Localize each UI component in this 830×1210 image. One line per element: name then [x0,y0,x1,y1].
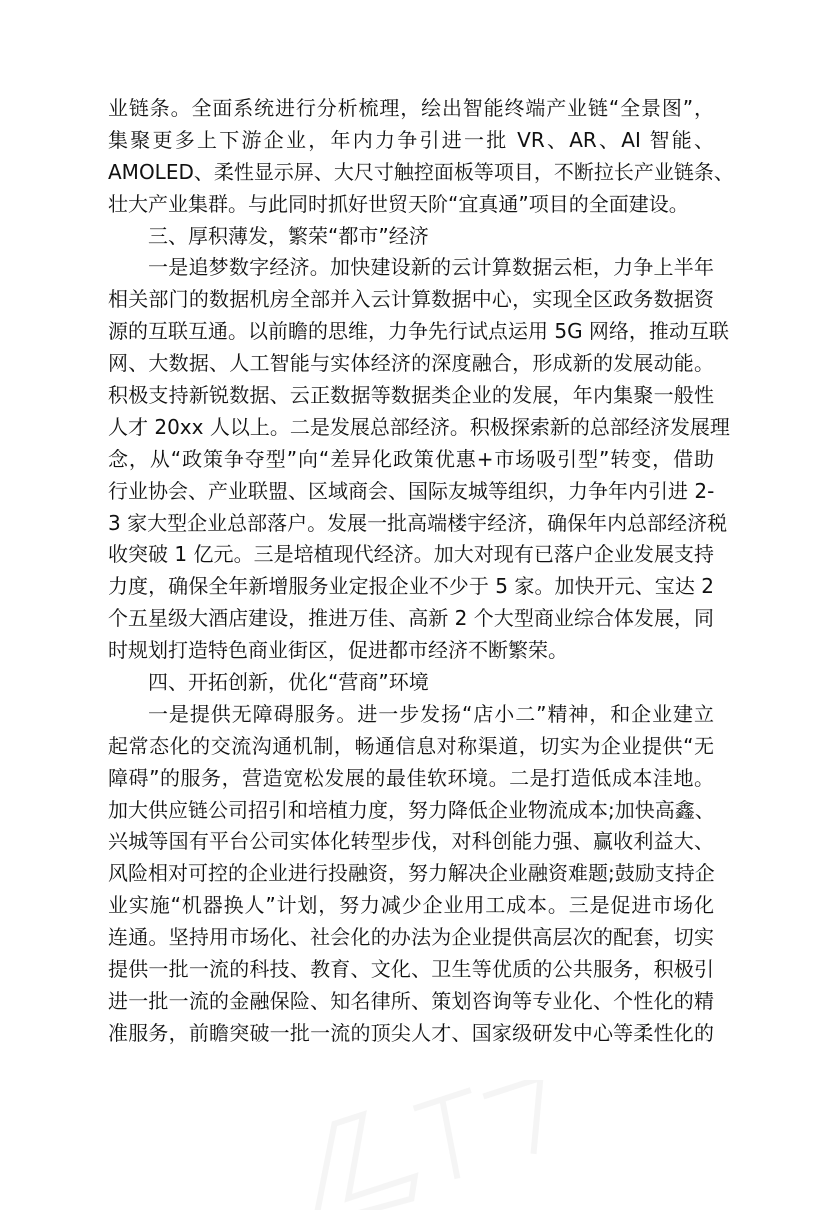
text-line: 行业协会、产业联盟、区域商会、国际友城等组织，力争年内引进 2- [108,478,715,503]
text-line: 加大供应链公司招引和培植力度，努力降低企业物流成本;加快高鑫、 [108,797,715,822]
text-line: 业链条。全面系统进行分析梳理，绘出智能终端产业链“全景图”， [108,96,714,120]
section-heading: 三、厚积薄发，繁荣“都市”经济 [148,223,429,248]
text-line: 连通。坚持用市场化、社会化的办法为企业提供高层次的配套，切实 [108,925,714,950]
text-line: 源的互联互通。以前瞻的思维，力争先行试点运用 5G 网络，推动互联 [108,319,729,344]
watermark-logo [255,1080,575,1210]
text-line: 一是追梦数字经济。加快建设新的云计算数据云柜，力争上半年 [148,255,714,280]
text-line: 兴城等国有平台公司实体化转型步伐，对科创能力强、赢收利益大、 [108,829,714,854]
text-line: 业实施“机器换人”计划，努力减少企业用工成本。三是促进市场化 [108,893,714,918]
text-line: 相关部门的数据机房全部并入云计算数据中心，实现全区政务数据资 [108,287,714,312]
text-line: 积极支持新锐数据、云正数据等数据类企业的发展，年内集聚一般性 [108,383,714,408]
section-heading: 四、开拓创新，优化“营商”环境 [148,670,429,695]
text-line: 力度，确保全年新增服务业定报企业不少于 5 家。加快开元、宝达 2 [108,574,714,599]
text-line: 进一批一流的金融保险、知名律所、策划咨询等专业化、个性化的精 [108,988,714,1013]
text-line: 准服务，前瞻突破一批一流的顶尖人才、国家级研发中心等柔性化的 [108,1020,714,1045]
document-body [108,93,734,1050]
text-line: 风险相对可控的企业进行投融资，努力解决企业融资难题;鼓励支持企 [108,861,715,886]
text-line: 一是提供无障碍服务。进一步发扬“店小二”精神，和企业建立 [148,701,714,726]
text-line: 障碍”的服务，营造宽松发展的最佳软环境。二是打造低成本洼地。 [108,765,714,790]
text-line: 壮大产业集群。与此同时抓好世贸天阶“宜真通”项目的全面建设。 [108,191,689,216]
text-line: AMOLED、柔性显示屏、大尺寸触控面板等项目，不断拉长产业链条、 [108,159,734,184]
text-line: 念，从“政策争夺型”向“差异化政策优惠+市场吸引型”转变，借助 [108,446,714,471]
text-line: 3 家大型企业总部落户。发展一批高端楼宇经济，确保年内总部经济税 [108,510,728,535]
text-line: 提供一批一流的科技、教育、文化、卫生等优质的公共服务，积极引 [108,957,714,982]
text-line: 集聚更多上下游企业，年内力争引进一批 VR、AR、AI 智能、 [108,127,714,152]
text-line: 网、大数据、人工智能与实体经济的深度融合，形成新的发展动能。 [108,351,714,376]
text-line: 起常态化的交流沟通机制，畅通信息对称渠道，切实为企业提供“无 [108,733,714,758]
text-line: 时规划打造特色商业街区，促进都市经济不断繁荣。 [108,638,568,663]
text-line: 人才 20xx 人以上。二是发展总部经济。积极探索新的总部经济发展理 [108,414,730,439]
text-line: 个五星级大酒店建设，推进万佳、高新 2 个大型商业综合体发展，同 [108,606,714,631]
text-line: 收突破 1 亿元。三是培植现代经济。加大对现有已落户企业发展支持 [108,542,714,567]
